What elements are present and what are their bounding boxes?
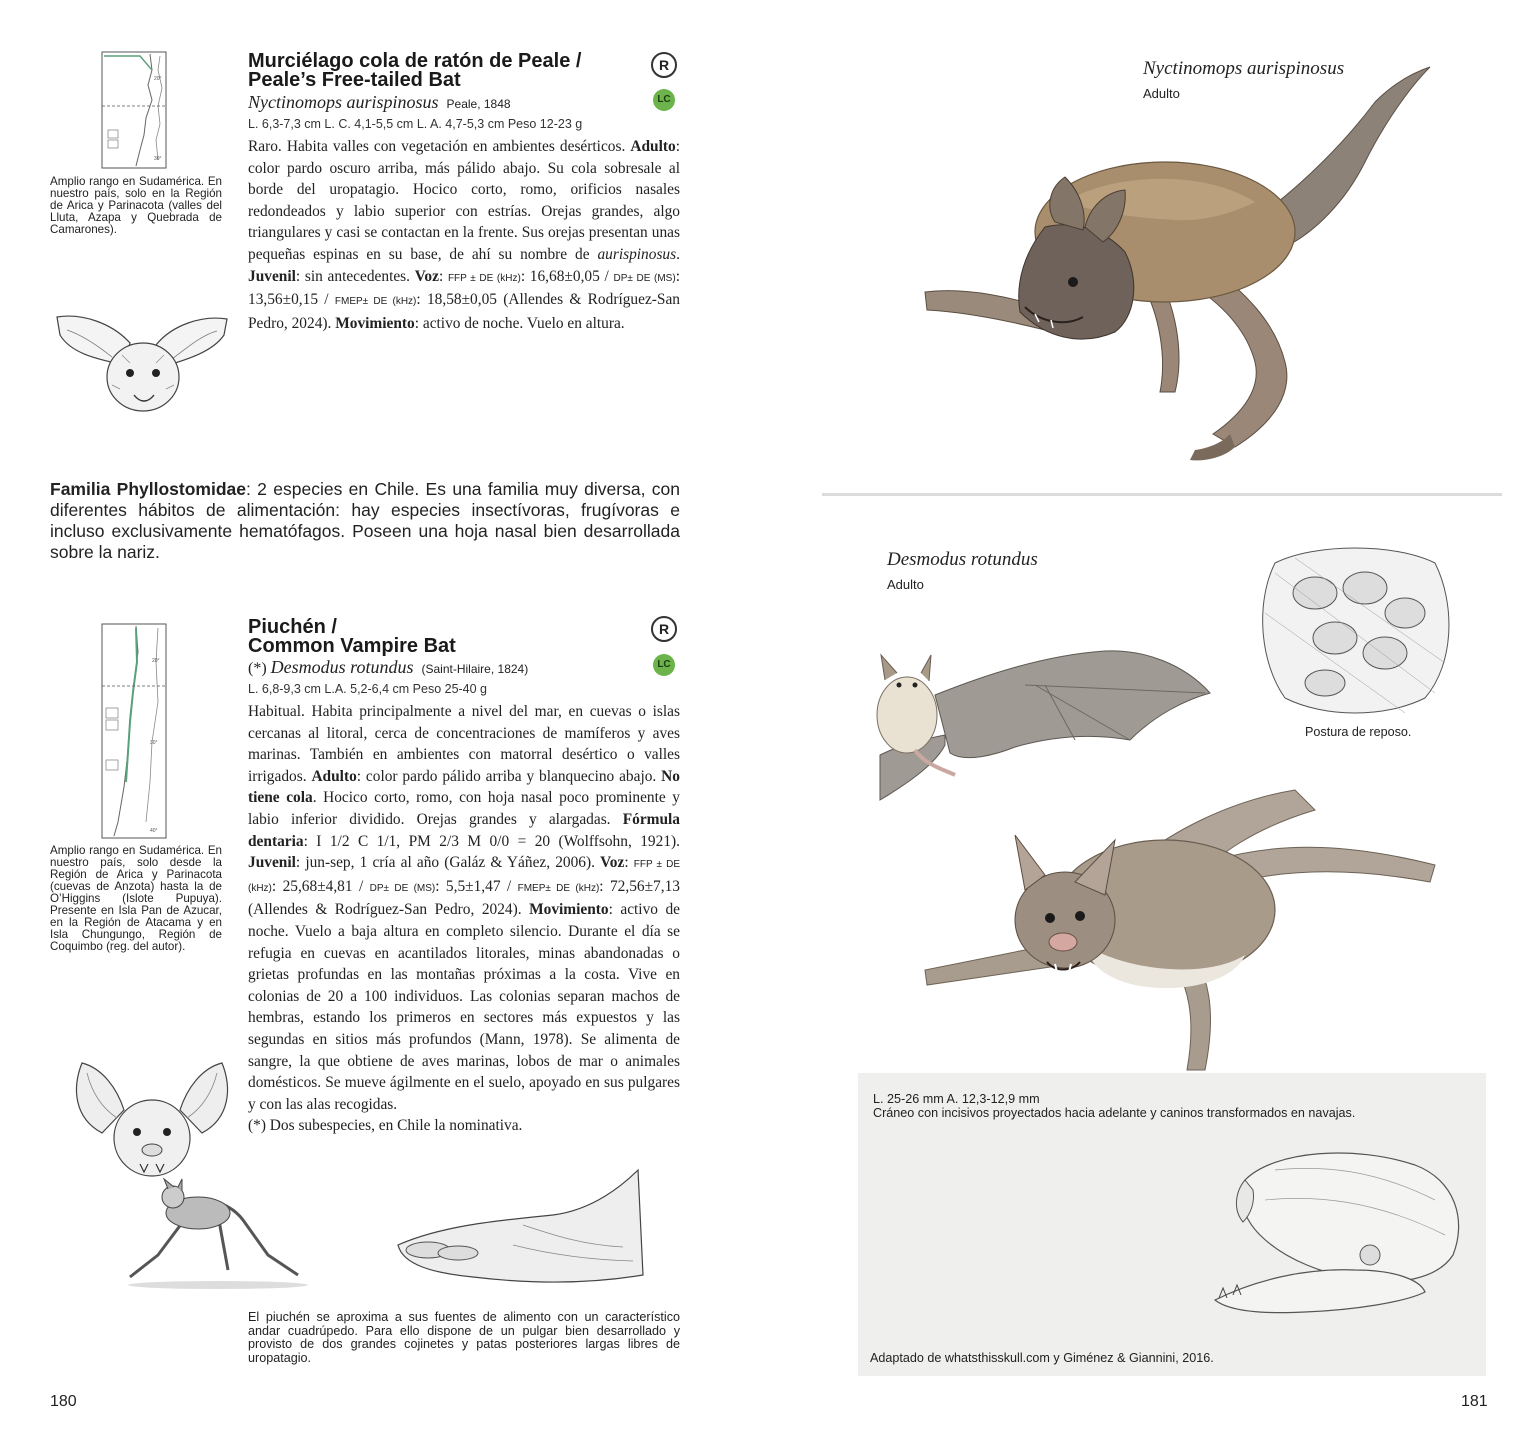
species2-title-es: Piuchén / [248,616,337,638]
skull-description: Cráneo con incisivos proyectados hacia adelante y caninos transformados en navajas. [873,1106,1356,1120]
registered-status-icon: R [651,616,677,642]
species1-title-en: Peale’s Free-tailed Bat [248,69,461,91]
species1-title-es: Murciélago cola de ratón de Peale / [248,50,582,72]
svg-text:30°: 30° [150,740,158,746]
svg-text:30°: 30° [154,156,162,162]
skull-credit: Adaptado de whatsthisskull.com y Giménez & Giannini, 2016. [870,1351,1214,1365]
sci-name: Nyctinomops aurispinosus [248,92,439,112]
sci-author: Peale, 1848 [446,97,511,111]
head-sketch-desmodus [62,1058,242,1183]
head-sketch-nyctinomops [52,305,232,425]
resting-cluster-sketch [1255,543,1455,715]
lc-status-icon: LC [653,654,675,676]
species2-title-en: Common Vampire Bat [248,635,456,657]
walk-caption: El piuchén se aproxima a sus fuentes de alimento con un característico andar cuadrúpedo. Para ello dispone de un pulgar bien desarrollado y provisto de dos grandes cojinetes y patas posteriores largas libres de uropatagio. [248,1310,680,1365]
species2-sci: (*) Desmodus rotundus (Saint-Hilaire, 1824) [248,657,529,677]
range-text-nyctinomops: Amplio rango en Sudamérica. En nuestro país, solo en la Región de Arica y Parinacota (valles del Lluta, Azapa y Quebrada de Camarones). [50,175,222,236]
species1-title [248,52,648,90]
registered-status-icon: R [651,52,677,78]
sci-name: Desmodus rotundus [270,657,414,677]
thumb-sketch [383,1165,653,1290]
skull-drawing [1205,1140,1475,1330]
species1-sci [248,92,648,113]
page-number-left: 180 [50,1393,77,1410]
rest-caption: Postura de reposo. [1305,725,1412,739]
sci-author: (Saint-Hilaire, 1824) [421,662,529,676]
species2-description: Habitual. Habita principalmente a nivel del mar, en cuevas o islas cercanas al litoral, cerca de concentraciones de mamíferos y aves marinas. También en ambientes con matorral desértico o valles irrigados. Adulto: color pardo pálido arriba y blanquecino abajo. No tiene cola. Hocico corto, romo, con hoja nasal poco prominente y labio inferior dividido. Orejas grandes y alargadas. Fórmula dentaria: I 1/2 C 1/1, PM 2/3 M 0/0 = 20 (Wolffsohn, 1921). Juvenil: jun-sep, 1 cría al año (Galáz & Yáñez, 2006). Voz: FFP ± DE (kHz): 25,68±4,81 / DP± DE (MS): 5,5±1,47 / FMEP± DE (kHz): 72,56±7,13 (Allendes & Rodríguez-San Pedro, 2024). Movimiento: activo de noche. Vuelo a baja altura en completo silencio. Durante el día se refugia en cuevas en acantilados litorales, minas abandonadas o grietas profundas en las montañas próximas a la costa. Vive en colonias de 20 a 100 individuos. Las colonias separan machos de hembras, estando los primeros en sectores más expuestos y las segundas en sitios más profundos (Mann, 1978). Se alimenta de sangre, la que obtiene de aves marinas, lobos de mar o animales domésticos. Se mueve ágilmente en el suelo, apoyado en sus pulgares y con las alas recogidas. (*) Dos subespecies, en Chile la nominativa. [248,703,681,1135]
family-paragraph: Familia Phyllostomidae: 2 especies en Chile. Es una familia muy diversa, con diferentes hábitos de alimentación: hay especies insectívoras, frugívoras e incluso exclusivamente hematófagos. Poseen una hoja nasal bien desarrollada sobre la nariz. [50,479,681,562]
svg-text:20°: 20° [154,76,162,82]
lc-status-icon: LC [653,89,675,111]
species1-measurements: L. 6,3-7,3 cm L. C. 4,1-5,5 cm L. A. 4,7-5,3 cm Peso 12-23 g [248,117,583,131]
nyctinomops-illustration [905,62,1445,472]
plate2-title: Desmodus rotundus [887,549,1038,570]
range-map-nyctinomops [100,50,170,170]
plate1-subtitle: Adulto [1143,86,1180,101]
svg-text:20°: 20° [152,658,160,664]
skull-measurements: L. 25-26 mm A. 12,3-12,9 mm [873,1092,1040,1106]
species1-description: Raro. Habita valles con vegetación en ambientes desérticos. Adulto: color pardo oscuro arriba, más pálido abajo. Su cola sobresale al borde del uropatagio. Hocico corto, romo, orificios nasales redondeados y labio superior con estrías. Orejas grandes, algo triangulares y casi se contactan en la frente. Sus orejas presentan unas pequeñas espinas en su base, de ahí su nombre de aurispinosus. Juvenil: sin antecedentes. Voz: FFP ± DE (kHz): 16,68±0,05 / DP± DE (MS): 13,56±0,15 / FMEP± DE (kHz): 18,58±0,05 (Allendes & Rodríguez-San Pedro, 2024). Movimiento: activo de noche. Vuelo en altura. [248,138,680,332]
range-map-desmodus [100,622,170,842]
page-number-right: 181 [1461,1393,1488,1410]
walking-bat-sketch [118,1175,318,1290]
species2-title [248,618,648,656]
svg-text:40°: 40° [150,828,158,834]
plate1-title: Nyctinomops aurispinosus [1143,58,1345,79]
family-label: Familia Phyllostomidae [50,479,246,499]
plate2-subtitle: Adulto [887,577,924,592]
crawling-vampire-bat-illustration [915,770,1475,1085]
plate-divider [822,493,1502,496]
range-text-desmodus: Amplio rango en Sudamérica. En nuestro país, solo desde la Región de Arica y Parinacota (cuevas de Anzota) hasta la de O’Higgins (Islote Pupuya). Presente en Isla Pan de Azucar, en la Región de Atacama y en Isla Chungungo, Región de Coquimbo (reg. del autor). [50,844,222,953]
species2-measurements: L. 6,8-9,3 cm L.A. 5,2-6,4 cm Peso 25-40 g [248,682,488,696]
